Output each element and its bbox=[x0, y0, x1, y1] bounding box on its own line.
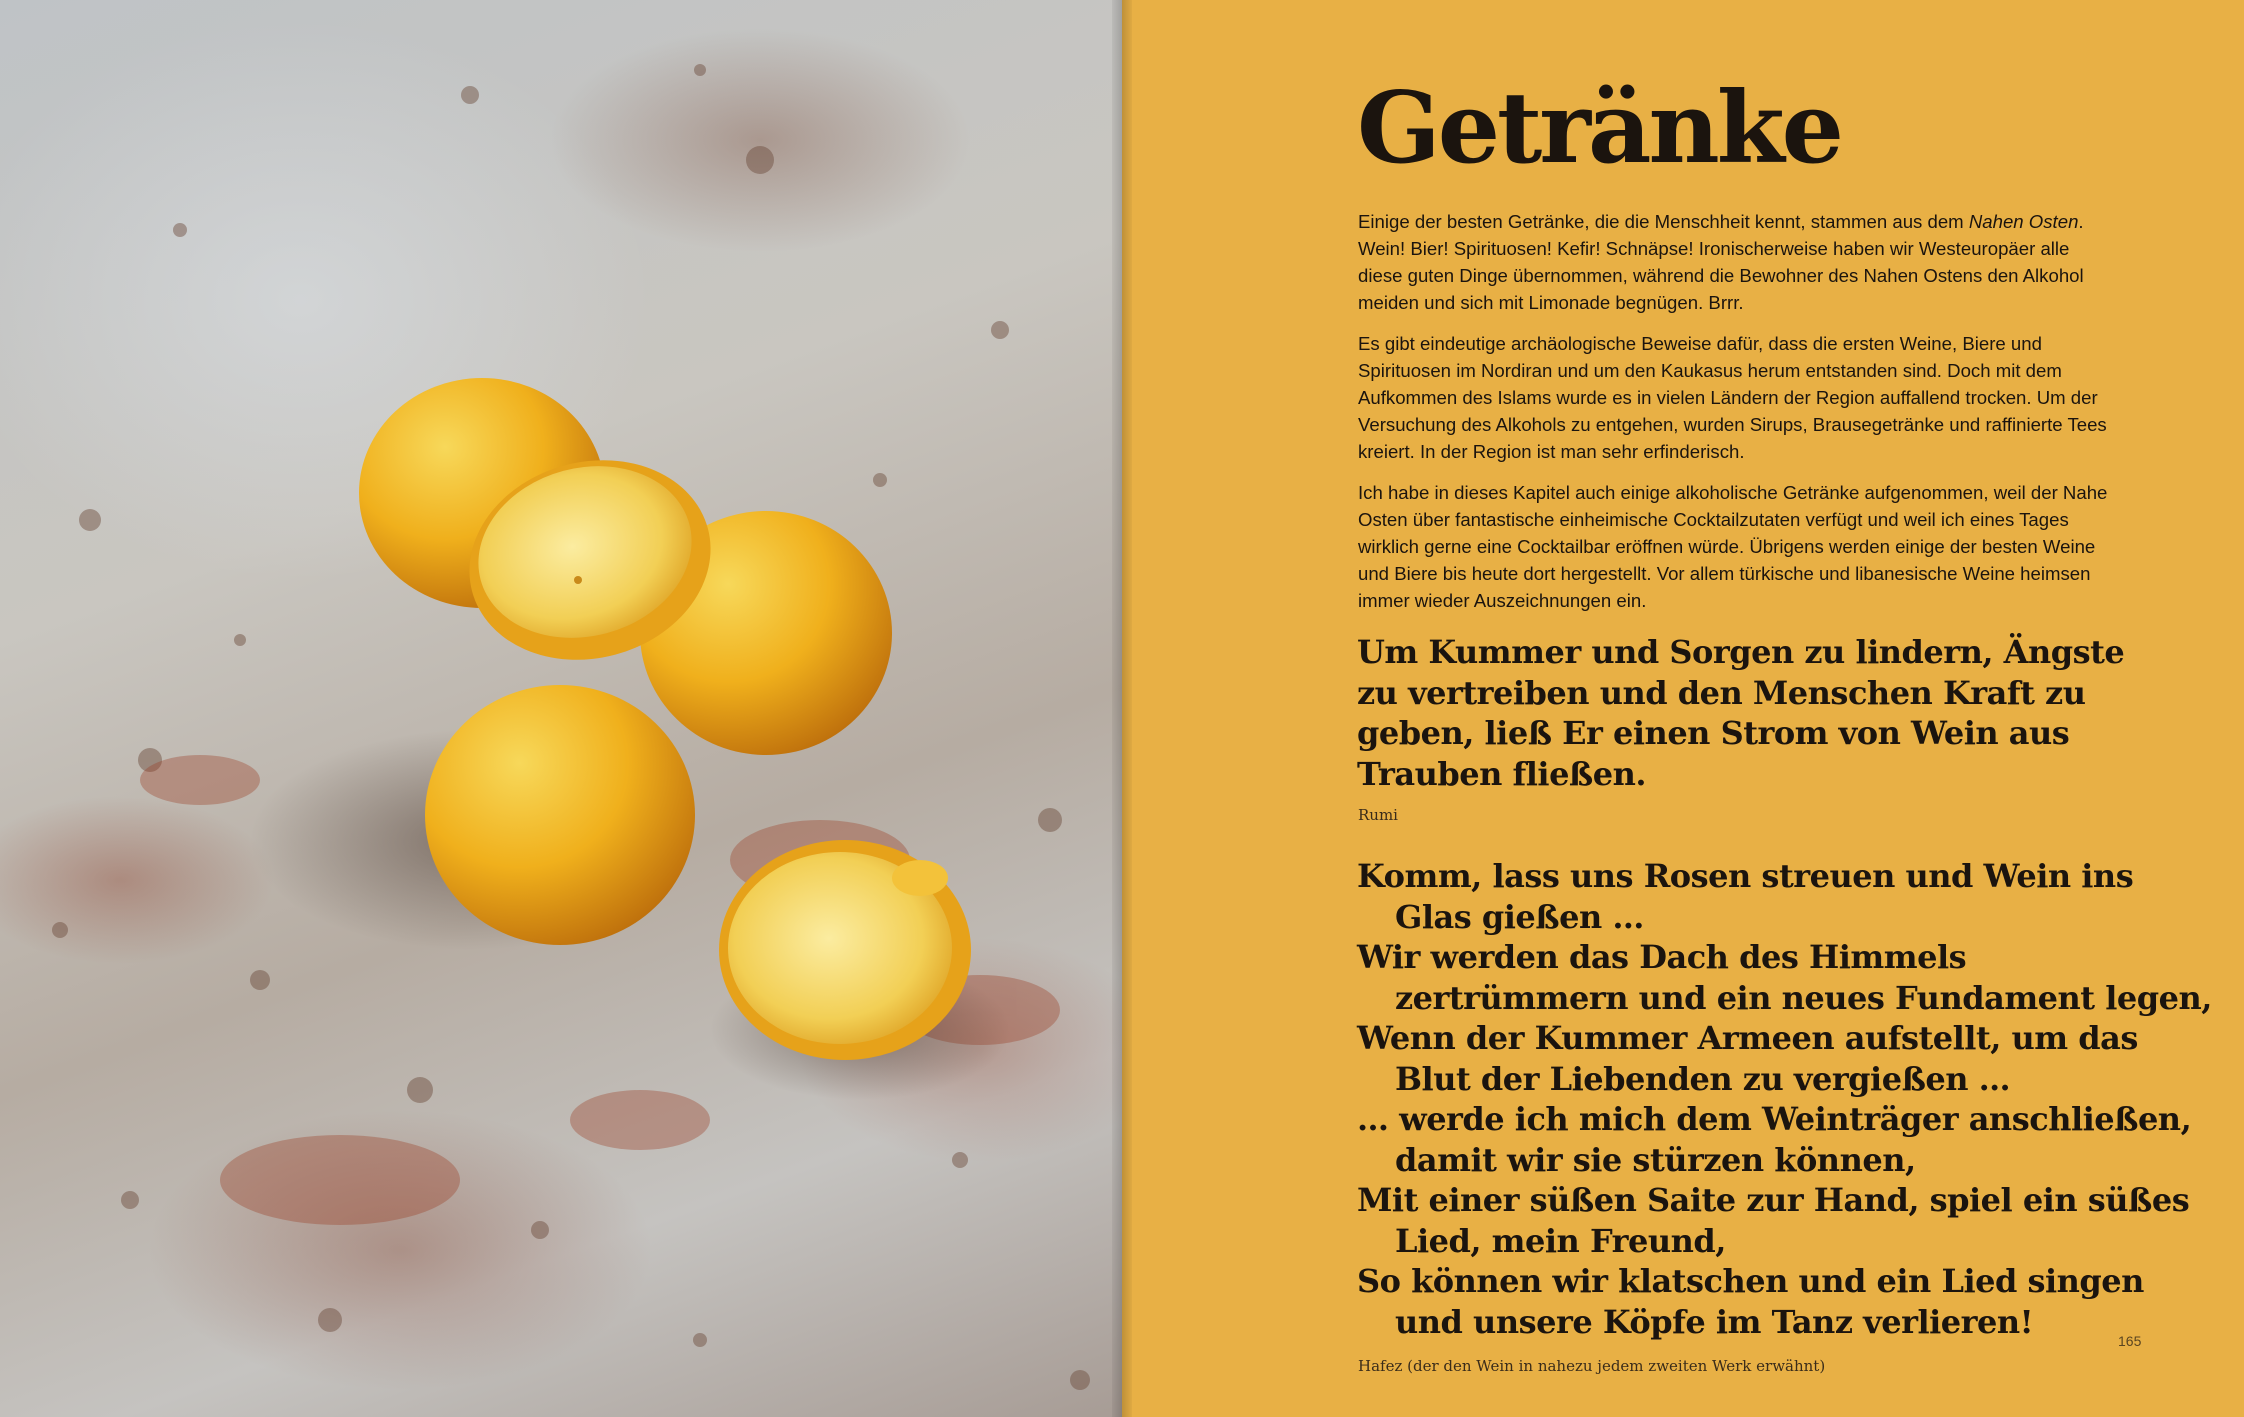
chapter-title: Getränke bbox=[1357, 71, 1841, 186]
poem-line: So können wir klatschen und ein Lied singen bbox=[1357, 1262, 2144, 1300]
poem-line: Blut der Liebenden zu vergießen … bbox=[1395, 1059, 2011, 1098]
halved-lemon-bottom bbox=[719, 840, 971, 1060]
poem-line: Mit einer süßen Saite zur Hand, spiel ein süßes bbox=[1357, 1181, 2190, 1219]
text-page bbox=[1122, 0, 2244, 1417]
poem-line: zertrümmern und ein neues Fundament legen, bbox=[1395, 978, 2212, 1017]
paragraph-1: Einige der besten Getränke, die die Menschheit kennt, stammen aus dem Nahen Osten. Wein! Bier! Spirituosen! Kefir! Schnäpse! Ironischerweise haben wir Westeuropäer alle diese guten Dinge übernommen, während die Bewohner des Nahen Ostens den Alkohol meiden und sich mit Limonade begnügen. Brrr. bbox=[1358, 211, 2084, 313]
poem-line: und unsere Köpfe im Tanz verlieren! bbox=[1395, 1302, 2034, 1341]
rumi-attribution: Rumi bbox=[1358, 806, 1398, 824]
paragraph-2: Es gibt eindeutige archäologische Beweise dafür, dass die ersten Weine, Biere und Spirituosen im Nordiran und um den Kaukasus herum entstanden sind. Doch mit dem Aufkommen des Islams wurde es in vielen Ländern der Region auffallend trocken. Um der Versuchung des Alkohols zu entgehen, wurden Sirups, Brausegetränke und raffinierte Tees kreiert. In der Region ist man sehr erfinderisch. bbox=[1358, 333, 2107, 462]
emphasis-nahen-osten: Nahen Osten bbox=[1968, 211, 2079, 232]
poem-line: Lied, mein Freund, bbox=[1395, 1221, 1726, 1260]
poem-line: … werde ich mich dem Weinträger anschließen, bbox=[1357, 1100, 2192, 1138]
poem-line: Wenn der Kummer Armeen aufstellt, um das bbox=[1357, 1019, 2138, 1057]
paragraph-3: Ich habe in dieses Kapitel auch einige alkoholische Getränke aufgenommen, weil der Nahe Osten über fantastische einheimische Cocktailzutaten verfügt und weil ich eines Tages wirklich gerne eine Cocktailbar eröffnen würde. Übrigens werden einige der besten Weine und Biere bis heute dort hergestellt. Vor allem türkische und libanesische Weine heimsen immer wieder Auszeichnungen ein. bbox=[1358, 482, 2108, 611]
poem-line: damit wir sie stürzen können, bbox=[1395, 1140, 1916, 1179]
hafez-attribution: Hafez (der den Wein in nahezu jedem zweiten Werk erwähnt) bbox=[1358, 1357, 1826, 1375]
poem-line: Wir werden das Dach des Himmels bbox=[1357, 938, 1967, 976]
poem-line: Glas gießen … bbox=[1395, 897, 1644, 936]
whole-lemon-front bbox=[425, 685, 695, 945]
poem-line: Komm, lass uns Rosen streuen und Wein ins bbox=[1357, 857, 2134, 895]
intro-text bbox=[1358, 208, 2110, 614]
page-number: 165 bbox=[2118, 1333, 2142, 1349]
hafez-poem bbox=[1357, 856, 2217, 1342]
rumi-quote: Um Kummer und Sorgen zu lindern, Ängste zu vertreiben und den Menschen Kraft zu geben, ließ Er einen Strom von Wein aus Trauben fließen. bbox=[1357, 633, 2125, 793]
